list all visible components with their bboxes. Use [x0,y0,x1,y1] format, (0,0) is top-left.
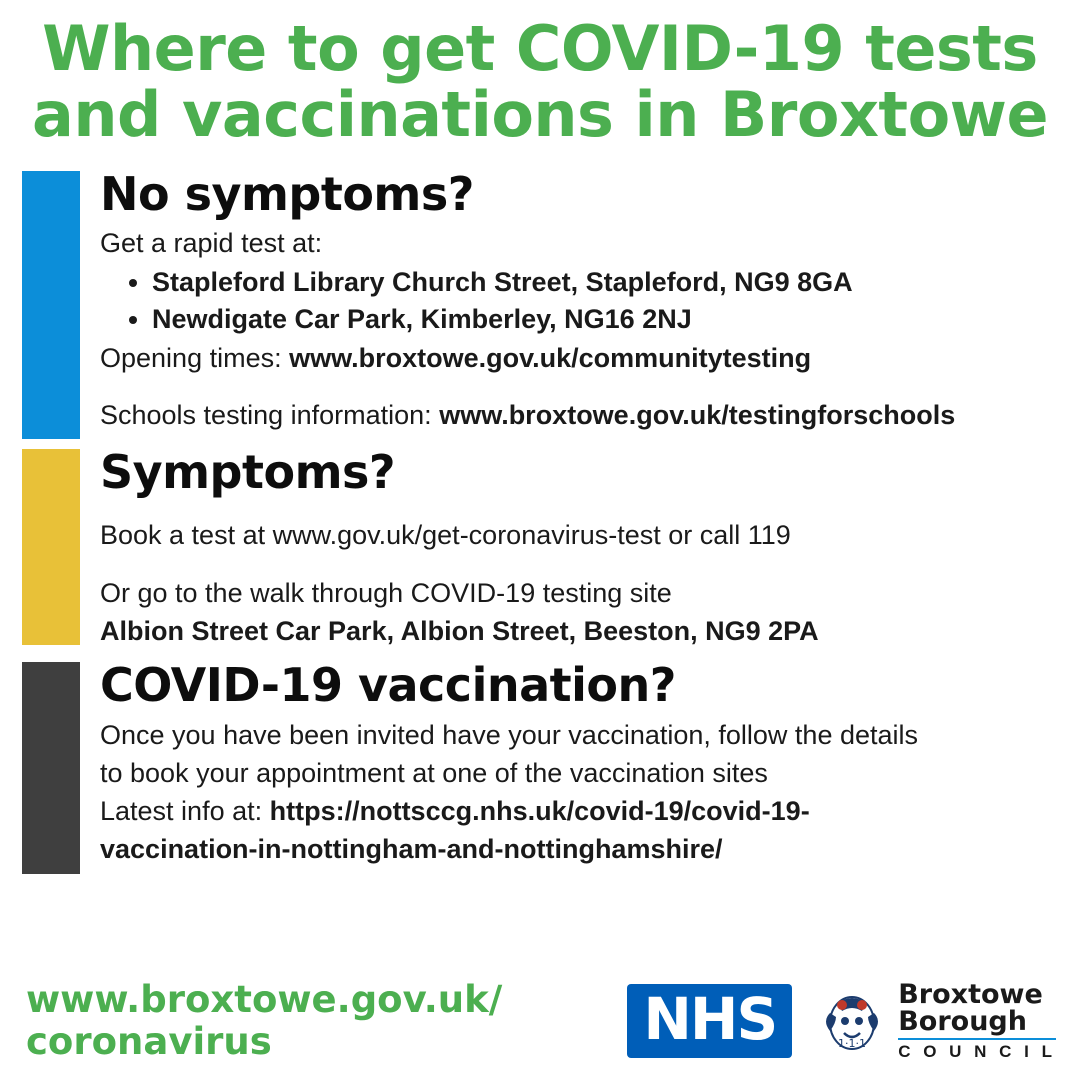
council-name-line-3: C O U N C I L [898,1038,1056,1060]
footer-website-line-1: www.broxtowe.gov.uk/ [26,978,503,1022]
section-vaccination [0,657,1080,874]
footer-website-link[interactable] [26,979,627,1062]
vaccination-info-line-2: to book your appointment at one of the vaccination sites [100,757,768,788]
section-vaccination-heading: COVID-19 vaccination? [100,657,676,712]
page-title-line-2: and vaccinations in Broxtowe [32,78,1048,152]
broxtowe-borough-council-logo [814,981,1056,1060]
section-accent-bar-blue [22,171,80,439]
section-no-symptoms-body [100,166,1080,439]
section-no-symptoms [0,166,1080,439]
footer [0,979,1080,1062]
logos-container [627,981,1056,1060]
vaccination-info-line-1: Once you have been invited have your vaccination, follow the details [100,719,919,750]
opening-times-line [100,341,1058,376]
section-accent-bar-dark [22,662,80,874]
nhs-logo: NHS [627,984,792,1058]
council-logo-text [898,981,1056,1060]
latest-info-label: Latest info at: [100,795,270,826]
latest-info-link-part-1[interactable]: https://nottsccg.nhs.uk/covid-19/covid-19- [269,795,810,826]
svg-text:1·1·1: 1·1·1 [838,1036,867,1050]
section-symptoms-body [100,444,1080,652]
schools-testing-line [100,398,1058,433]
section-symptoms [0,444,1080,652]
latest-info-line [100,794,1058,829]
section-accent-bar-yellow [22,449,80,645]
walk-through-address: Albion Street Car Park, Albion Street, Beeston, NG9 2PA [100,615,819,646]
list-item: • Newdigate Car Park, Kimberley, NG16 2NJ [152,302,1058,338]
section-vaccination-body [100,657,1080,874]
latest-info-link-part-2[interactable]: vaccination-in-nottingham-and-nottinghamshire/ [100,833,723,864]
book-test-text: Book a test at www.gov.uk/get-coronavirus-test or call 119 [100,520,791,551]
section-no-symptoms-heading: No symptoms? [100,166,474,221]
footer-website-line-2: coronavirus [26,1019,272,1063]
schools-testing-label: Schools testing information: [100,399,440,430]
rapid-test-intro: Get a rapid test at: [100,228,323,259]
list-item: • Stapleford Library Church Street, Stapleford, NG9 8GA [152,265,1058,301]
rapid-test-locations-list [100,265,1058,338]
coat-of-arms-icon [814,983,890,1059]
opening-times-label: Opening times: [100,342,290,373]
page-title-line-1: Where to get COVID-19 tests [42,12,1038,85]
schools-testing-link[interactable]: www.broxtowe.gov.uk/testingforschools [439,399,956,430]
sections-container [0,166,1080,874]
walk-through-text: Or go to the walk through COVID-19 testing site [100,577,672,608]
page-title [0,0,1080,152]
council-name-line-1: Broxtowe [898,979,1043,1011]
section-symptoms-heading: Symptoms? [100,444,396,499]
opening-times-link[interactable]: www.broxtowe.gov.uk/communitytesting [289,342,812,373]
council-name-line-2: Borough [898,1006,1027,1038]
